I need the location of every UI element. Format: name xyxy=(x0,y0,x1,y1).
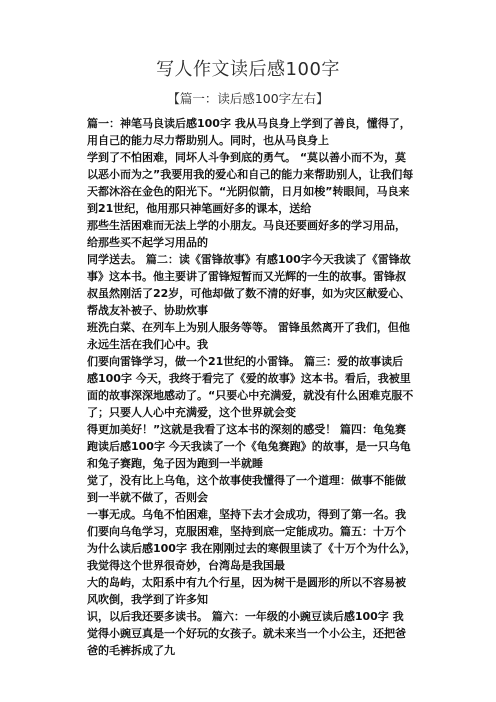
body-line: 学到了不怕困难，同坏人斗争到底的勇气。 “莫以善小而不为，莫 xyxy=(87,151,407,164)
body-line: 到一半就不做了，否则会 xyxy=(87,491,208,504)
body-line: 跑读后感100字 今天我读了一个《龟兔赛跑》的故事，是一只乌龟 xyxy=(87,440,411,453)
body-line: 叔虽然刚活了22岁，可他却做了数不清的好事，如为灾区献爱心、 xyxy=(87,287,411,300)
body-line: 天都沐浴在金色的阳光下。“光阴似箭，日月如梭”转眼间，马良来 xyxy=(87,185,410,198)
body-line: 永远生活在我们心中。我 xyxy=(87,338,208,351)
body-line: 给那些买不起学习用品的 xyxy=(87,236,208,249)
body-line: 风吹倒，我学到了许多知 xyxy=(87,593,208,606)
body-line: 篇一：神笔马良读后感100字 我从马良身上学到了善良，懂得了， xyxy=(87,117,411,130)
body-line: 事》这本书。他主要讲了雷锋短暂而又光辉的一生的故事。雷锋叔 xyxy=(87,270,406,283)
body-line: 为什么读后感100字 我在刚刚过去的寒假里读了《十万个为什么》， xyxy=(87,542,417,555)
body-line: 同学送去。 篇二：读《雷锋故事》有感100字今天我读了《雷锋故 xyxy=(87,253,411,266)
body-line: 那些生活困难而无法上学的小朋友。马良还要画好多的学习用品， xyxy=(87,219,406,232)
body-line: 以恶小而为之”我要用我的爱心和自己的能力来帮助别人，让我们每 xyxy=(87,168,414,181)
body-line: 识，以后我还要多读书。 篇六：一年级的小豌豆读后感100字 我 xyxy=(87,610,404,623)
body-line: 们要向雷锋学习，做一个21世纪的小雷锋。 篇三：爱的故事读后 xyxy=(87,355,404,368)
body-line: 一事无成。乌龟不怕困难，坚持下去才会成功，得到了第一名。我 xyxy=(87,508,406,521)
body-line: 到21世纪，他用那只神笔画好多的课本，送给 xyxy=(87,202,312,215)
document-title: 写人作文读后感100字 xyxy=(156,59,340,80)
body-line: 用自己的能力尽力帮助别人。同时，也从马良身上 xyxy=(87,134,329,147)
body-line: 我觉得这个世界很奇妙，台湾岛是我国最 xyxy=(87,559,285,572)
document-subtitle: 【篇一：读后感100字左右】 xyxy=(167,91,329,106)
body-line: 和兔子赛跑，兔子因为跑到一半就睡 xyxy=(87,457,263,470)
body-line: 面的故事深深地感动了。“只要心中充满爱，就没有什么困难克服不 xyxy=(87,389,414,402)
body-line: 大的岛屿，太阳系中有九个行星，因为树干是圆形的所以不容易被 xyxy=(87,576,406,589)
body-line: 帮战友补被子、协助炊事 xyxy=(87,304,208,317)
body-line: 班洗白菜、在列车上为别人服务等等。 雷锋虽然离开了我们，但他 xyxy=(87,321,410,334)
body-line: 了；只要人人心中充满爱，这个世界就会变 xyxy=(87,406,296,419)
body-line: 感100字 今天，我终于看完了《爱的故事》这本书。看后，我被里 xyxy=(87,372,411,385)
body-line: 觉得小豌豆真是一个好玩的女孩子。就未来当一个小公主，还把爸 xyxy=(87,627,406,640)
body-line: 爸的毛裤拆成了九 xyxy=(87,644,175,657)
body-line: 们要向乌龟学习，克服困难，坚持到底一定能成功。篇五：十万个 xyxy=(87,525,406,538)
body-line: 得更加美好！”这就是我看了这本书的深刻的感受！ 篇四：龟兔赛 xyxy=(87,423,407,436)
body-line: 觉了，没有比上乌龟，这个故事使我懂得了一个道理：做事不能做 xyxy=(87,474,406,487)
